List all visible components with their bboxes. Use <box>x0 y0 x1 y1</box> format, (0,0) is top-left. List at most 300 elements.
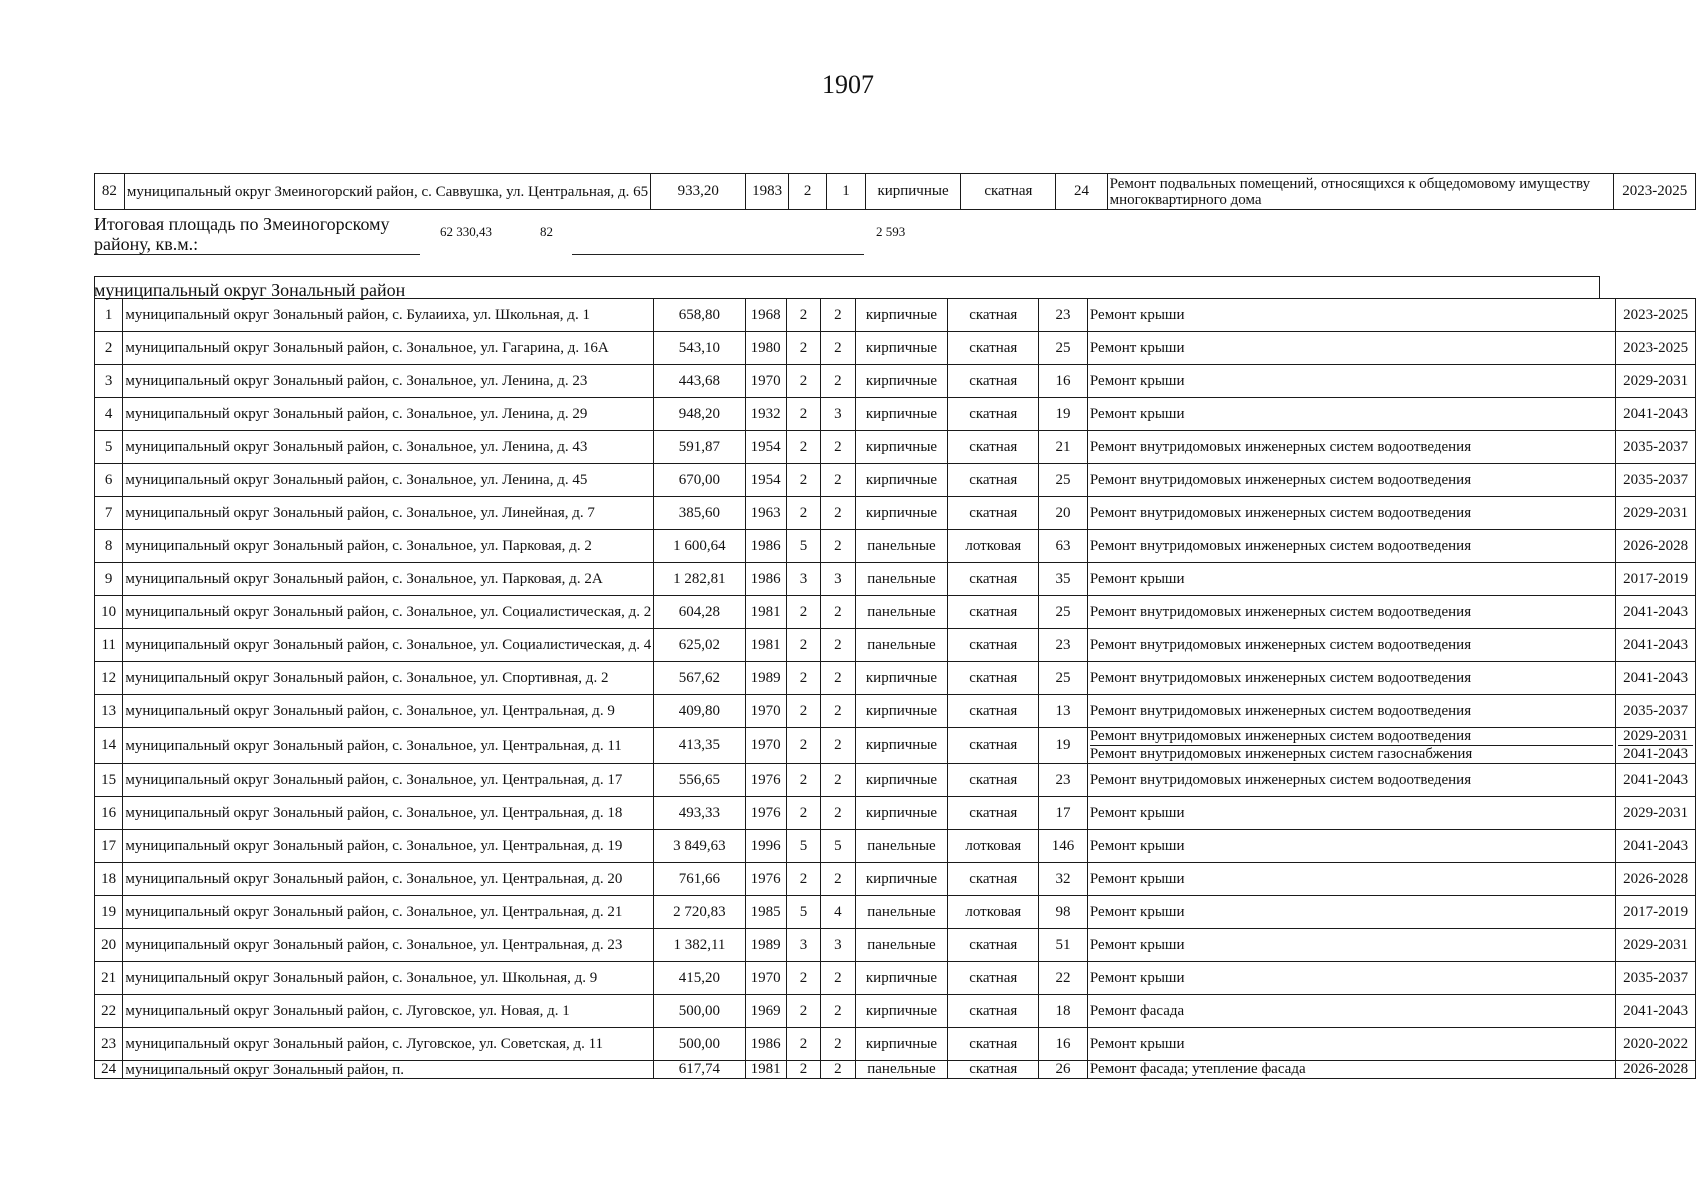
row-number: 23 <box>95 1028 123 1061</box>
row-number: 24 <box>95 1061 123 1079</box>
row-year: 1970 <box>745 365 786 398</box>
row-floors: 2 <box>786 299 820 332</box>
row-area: 761,66 <box>654 863 745 896</box>
row-works <box>1087 563 1615 596</box>
row-floors: 2 <box>786 962 820 995</box>
row-apartments: 32 <box>1039 863 1088 896</box>
work-item: Ремонт внутридомовых инженерных систем водоотведения <box>1089 702 1472 719</box>
row-address: муниципальный округ Зональный район, с. Зональное, ул. Спортивная, д. 2 <box>123 662 654 695</box>
row-year: 1981 <box>745 629 786 662</box>
row-number: 17 <box>95 830 123 863</box>
row-number: 22 <box>95 995 123 1028</box>
row-walls: кирпичные <box>855 764 948 797</box>
district-total-area: 62 330,43 <box>440 224 492 239</box>
row-address: муниципальный округ Зональный район, с. Луговское, ул. Новая, д. 1 <box>123 995 654 1028</box>
row-roof: скатная <box>948 431 1039 464</box>
row-area: 385,60 <box>654 497 745 530</box>
period-item: 2035-2037 <box>1623 969 1689 986</box>
table-row <box>95 464 1696 497</box>
period-item: 2029-2031 <box>1623 728 1689 744</box>
row-apartments: 25 <box>1039 332 1088 365</box>
row-address: муниципальный округ Зональный район, с. Зональное, ул. Ленина, д. 23 <box>123 365 654 398</box>
row-number: 19 <box>95 896 123 929</box>
row-area: 567,62 <box>654 662 745 695</box>
row-period <box>1616 1061 1696 1079</box>
row-floors: 2 <box>786 431 820 464</box>
row-roof: скатная <box>948 764 1039 797</box>
row-walls: кирпичные <box>855 299 948 332</box>
row-period <box>1616 797 1696 830</box>
period-item: 2035-2037 <box>1623 438 1689 455</box>
period-item: 2041-2043 <box>1618 745 1693 763</box>
row-works <box>1087 830 1615 863</box>
row-floors: 2 <box>786 662 820 695</box>
row-number: 14 <box>95 728 123 764</box>
row-year: 1970 <box>745 695 786 728</box>
row-works <box>1087 431 1615 464</box>
row-number: 6 <box>95 464 123 497</box>
row-address: муниципальный округ Зональный район, с. Зональное, ул. Центральная, д. 9 <box>123 695 654 728</box>
period-item: 2041-2043 <box>1623 1002 1689 1019</box>
row-year: 1954 <box>745 431 786 464</box>
period-item: 2041-2043 <box>1623 771 1689 788</box>
row-roof: лотковая <box>948 896 1039 929</box>
row-area: 658,80 <box>654 299 745 332</box>
row-year: 1983 <box>746 174 788 210</box>
table-row <box>95 332 1696 365</box>
row-period <box>1616 695 1696 728</box>
work-item: Ремонт фасада <box>1089 1002 1185 1019</box>
row-entrances: 2 <box>821 1061 855 1079</box>
period-item: 2020-2022 <box>1623 1035 1689 1052</box>
row-year: 1989 <box>745 929 786 962</box>
row-address: муниципальный округ Зональный район, с. Зональное, ул. Центральная, д. 23 <box>123 929 654 962</box>
period-item: 2041-2043 <box>1623 636 1689 653</box>
row-floors: 2 <box>786 995 820 1028</box>
period-item: 2017-2019 <box>1623 903 1689 920</box>
period-item: 2029-2031 <box>1623 372 1689 389</box>
work-item: Ремонт внутридомовых инженерных систем водоотведения <box>1089 504 1472 521</box>
row-year: 1981 <box>745 596 786 629</box>
row-roof: скатная <box>948 299 1039 332</box>
row-floors: 5 <box>786 830 820 863</box>
row-apartments: 18 <box>1039 995 1088 1028</box>
row-works <box>1087 530 1615 563</box>
work-item: Ремонт внутридомовых инженерных систем газоснабжения <box>1090 745 1613 763</box>
section-title: муниципальный округ Зональный район <box>94 280 406 300</box>
row-year: 1968 <box>745 299 786 332</box>
period-item: 2029-2031 <box>1623 804 1689 821</box>
district-total-count: 82 <box>540 224 553 239</box>
row-area: 1 382,11 <box>654 929 745 962</box>
row-walls: панельные <box>855 830 948 863</box>
row-year: 1996 <box>745 830 786 863</box>
row-period <box>1616 563 1696 596</box>
row-year: 1989 <box>745 662 786 695</box>
row-area: 500,00 <box>654 995 745 1028</box>
row-address: муниципальный округ Зональный район, с. Зональное, ул. Школьная, д. 9 <box>123 962 654 995</box>
row-walls: панельные <box>855 596 948 629</box>
row-works <box>1087 662 1615 695</box>
work-item: Ремонт крыши <box>1089 1035 1185 1052</box>
row-entrances: 2 <box>821 695 855 728</box>
row-entrances: 2 <box>821 995 855 1028</box>
row-address: муниципальный округ Зональный район, с. Зональное, ул. Центральная, д. 11 <box>123 728 654 764</box>
row-period <box>1616 896 1696 929</box>
row-number: 20 <box>95 929 123 962</box>
row-address: муниципальный округ Зональный район, с. Зональное, ул. Ленина, д. 43 <box>123 431 654 464</box>
row-period <box>1616 530 1696 563</box>
work-item: Ремонт внутридомовых инженерных систем водоотведения <box>1089 537 1472 554</box>
table-row <box>95 728 1696 764</box>
row-roof: скатная <box>948 1028 1039 1061</box>
row-works <box>1087 863 1615 896</box>
district-table <box>94 298 1696 1079</box>
row-period <box>1616 929 1696 962</box>
row-walls: кирпичные <box>855 398 948 431</box>
row-year: 1970 <box>745 728 786 764</box>
row-floors: 2 <box>786 764 820 797</box>
row-works <box>1087 497 1615 530</box>
row-area: 409,80 <box>654 695 745 728</box>
row-roof: скатная <box>948 497 1039 530</box>
row-floors: 5 <box>786 896 820 929</box>
row-area: 556,65 <box>654 764 745 797</box>
row-period <box>1616 1028 1696 1061</box>
row-entrances: 2 <box>821 1028 855 1061</box>
row-walls: панельные <box>855 929 948 962</box>
row-entrances: 3 <box>821 929 855 962</box>
row-works <box>1087 764 1615 797</box>
work-item: Ремонт внутридомовых инженерных систем водоотведения <box>1089 471 1472 488</box>
row-apartments: 19 <box>1039 398 1088 431</box>
row-floors: 3 <box>786 563 820 596</box>
work-item: Ремонт крыши <box>1089 570 1185 587</box>
work-item: Ремонт внутридомовых инженерных систем водоотведения <box>1089 636 1472 653</box>
table-row <box>95 896 1696 929</box>
row-year: 1954 <box>745 464 786 497</box>
row-walls: кирпичные <box>855 332 948 365</box>
row-area: 415,20 <box>654 962 745 995</box>
period-item: 2041-2043 <box>1623 405 1689 422</box>
row-entrances: 2 <box>821 596 855 629</box>
work-item: Ремонт внутридомовых инженерных систем водоотведения <box>1089 771 1472 788</box>
row-roof: скатная <box>948 863 1039 896</box>
row-walls: кирпичные <box>855 728 948 764</box>
row-roof: скатная <box>948 995 1039 1028</box>
table-row <box>95 1061 1696 1079</box>
work-item: Ремонт крыши <box>1089 837 1185 854</box>
row-entrances: 3 <box>821 398 855 431</box>
row-number: 4 <box>95 398 123 431</box>
row-area: 3 849,63 <box>654 830 745 863</box>
row-apartments: 35 <box>1039 563 1088 596</box>
row-apartments: 21 <box>1039 431 1088 464</box>
row-roof: скатная <box>948 332 1039 365</box>
row-entrances: 2 <box>821 464 855 497</box>
row-apartments: 20 <box>1039 497 1088 530</box>
row-apartments: 23 <box>1039 764 1088 797</box>
table-row <box>95 299 1696 332</box>
row-works <box>1087 629 1615 662</box>
row-number: 21 <box>95 962 123 995</box>
row-area: 500,00 <box>654 1028 745 1061</box>
row-entrances: 2 <box>821 863 855 896</box>
row-works <box>1087 596 1615 629</box>
row-address: муниципальный округ Зональный район, с. Зональное, ул. Гагарина, д. 16А <box>123 332 654 365</box>
row-roof: лотковая <box>948 830 1039 863</box>
row-entrances: 4 <box>821 896 855 929</box>
row-walls: кирпичные <box>855 863 948 896</box>
work-item: Ремонт крыши <box>1089 339 1185 356</box>
row-entrances: 2 <box>821 530 855 563</box>
row-period <box>1616 332 1696 365</box>
row-roof: скатная <box>948 728 1039 764</box>
row-floors: 2 <box>786 728 820 764</box>
row-entrances: 1 <box>827 174 865 210</box>
period-item: 2035-2037 <box>1623 702 1689 719</box>
work-item: Ремонт внутридомовых инженерных систем водоотведения <box>1089 728 1472 744</box>
row-period <box>1616 431 1696 464</box>
row-roof: скатная <box>948 1061 1039 1079</box>
row-floors: 2 <box>786 1028 820 1061</box>
row-area: 413,35 <box>654 728 745 764</box>
row-number: 16 <box>95 797 123 830</box>
row-walls: панельные <box>855 896 948 929</box>
work-item: Ремонт крыши <box>1089 903 1185 920</box>
work-item: Ремонт крыши <box>1089 804 1185 821</box>
row-period <box>1616 596 1696 629</box>
row-entrances: 2 <box>821 728 855 764</box>
row-floors: 3 <box>786 929 820 962</box>
row-address: муниципальный округ Зональный район, с. Зональное, ул. Центральная, д. 19 <box>123 830 654 863</box>
row-number: 10 <box>95 596 123 629</box>
row-area: 625,02 <box>654 629 745 662</box>
table-row <box>95 563 1696 596</box>
row-entrances: 2 <box>821 662 855 695</box>
row-entrances: 2 <box>821 299 855 332</box>
row-number: 12 <box>95 662 123 695</box>
row-roof: скатная <box>948 662 1039 695</box>
row-number: 9 <box>95 563 123 596</box>
row-works <box>1087 398 1615 431</box>
row-area: 617,74 <box>654 1061 745 1079</box>
total-underline <box>94 254 420 255</box>
row-address: муниципальный округ Зональный район, с. Зональное, ул. Ленина, д. 29 <box>123 398 654 431</box>
row-floors: 5 <box>786 530 820 563</box>
row-year: 1981 <box>745 1061 786 1079</box>
row-roof: скатная <box>948 563 1039 596</box>
row-period <box>1616 365 1696 398</box>
row-entrances: 5 <box>821 830 855 863</box>
row-number: 5 <box>95 431 123 464</box>
row-entrances: 2 <box>821 332 855 365</box>
row-address: муниципальный округ Зональный район, с. Зональное, ул. Социалистическая, д. 4 <box>123 629 654 662</box>
period-item: 2041-2043 <box>1623 603 1689 620</box>
row-roof: скатная <box>961 174 1056 210</box>
row-year: 1963 <box>745 497 786 530</box>
row-address: муниципальный округ Зональный район, с. Зональное, ул. Парковая, д. 2 <box>123 530 654 563</box>
row-works <box>1087 929 1615 962</box>
period-item: 2026-2028 <box>1623 870 1689 887</box>
table-row <box>95 962 1696 995</box>
row-year: 1986 <box>745 530 786 563</box>
row-period <box>1616 398 1696 431</box>
row-floors: 2 <box>786 863 820 896</box>
page-number: 1907 <box>822 70 874 99</box>
row-walls: кирпичные <box>855 995 948 1028</box>
table-row <box>95 830 1696 863</box>
table-row <box>95 797 1696 830</box>
row-year: 1970 <box>745 962 786 995</box>
row-apartments: 98 <box>1039 896 1088 929</box>
row-walls: кирпичные <box>865 174 961 210</box>
period-item: 2026-2028 <box>1623 537 1689 554</box>
row-floors: 2 <box>786 596 820 629</box>
row-year: 1986 <box>745 563 786 596</box>
row-number: 1 <box>95 299 123 332</box>
row-works <box>1087 299 1615 332</box>
table-row <box>95 398 1696 431</box>
row-address: муниципальный округ Зональный район, с. Зональное, ул. Центральная, д. 18 <box>123 797 654 830</box>
total-underline <box>572 254 864 255</box>
row-entrances: 2 <box>821 797 855 830</box>
row-roof: скатная <box>948 464 1039 497</box>
row-walls: кирпичные <box>855 1028 948 1061</box>
row-year: 1976 <box>745 764 786 797</box>
period-item: 2026-2028 <box>1623 1061 1689 1077</box>
row-period <box>1616 299 1696 332</box>
row-roof: скатная <box>948 695 1039 728</box>
row-works <box>1087 332 1615 365</box>
period-item: 2023-2025 <box>1623 306 1689 323</box>
period-item: 2023-2025 <box>1623 339 1689 356</box>
table-row <box>95 863 1696 896</box>
row-apartments: 25 <box>1039 464 1088 497</box>
table-row <box>95 497 1696 530</box>
row-roof: скатная <box>948 629 1039 662</box>
row-address: муниципальный округ Зональный район, с. Зональное, ул. Центральная, д. 21 <box>123 896 654 929</box>
row-walls: кирпичные <box>855 464 948 497</box>
row-works: Ремонт подвальных помещений, относящихся к общедомовому имуществу многоквартирного дома <box>1107 174 1614 210</box>
row-period: 2023-2025 <box>1614 174 1696 210</box>
row-apartments: 23 <box>1039 299 1088 332</box>
row-year: 1969 <box>745 995 786 1028</box>
row-number: 13 <box>95 695 123 728</box>
row-walls: кирпичные <box>855 431 948 464</box>
row-area: 591,87 <box>654 431 745 464</box>
table-row <box>95 695 1696 728</box>
work-item: Ремонт фасада; утепление фасада <box>1089 1061 1306 1077</box>
row-apartments: 25 <box>1039 662 1088 695</box>
row-number: 8 <box>95 530 123 563</box>
row-walls: панельные <box>855 563 948 596</box>
row-address: муниципальный округ Зональный район, с. Зональное, ул. Линейная, д. 7 <box>123 497 654 530</box>
row-floors: 2 <box>786 332 820 365</box>
row-address: муниципальный округ Зональный район, с. Зональное, ул. Социалистическая, д. 2 <box>123 596 654 629</box>
period-item: 2017-2019 <box>1623 570 1689 587</box>
row-apartments: 51 <box>1039 929 1088 962</box>
row-area: 933,20 <box>651 174 746 210</box>
row-works <box>1087 1061 1615 1079</box>
table-row <box>95 629 1696 662</box>
row-entrances: 2 <box>821 764 855 797</box>
district-total-apartments: 2 593 <box>876 224 906 239</box>
row-number: 11 <box>95 629 123 662</box>
row-number: 18 <box>95 863 123 896</box>
row-area: 604,28 <box>654 596 745 629</box>
row-entrances: 3 <box>821 563 855 596</box>
table-row <box>95 431 1696 464</box>
work-item: Ремонт внутридомовых инженерных систем водоотведения <box>1089 669 1472 686</box>
row-walls: кирпичные <box>855 797 948 830</box>
row-apartments: 13 <box>1039 695 1088 728</box>
row-area: 2 720,83 <box>654 896 745 929</box>
row-works <box>1087 962 1615 995</box>
work-item: Ремонт крыши <box>1089 372 1185 389</box>
row-walls: кирпичные <box>855 662 948 695</box>
table-row <box>95 662 1696 695</box>
row-apartments: 24 <box>1056 174 1107 210</box>
row-area: 1 282,81 <box>654 563 745 596</box>
row-entrances: 2 <box>821 365 855 398</box>
period-item: 2029-2031 <box>1623 936 1689 953</box>
row-entrances: 2 <box>821 497 855 530</box>
row-walls: панельные <box>855 1061 948 1079</box>
row-area: 670,00 <box>654 464 745 497</box>
table-row <box>95 929 1696 962</box>
row-area: 948,20 <box>654 398 745 431</box>
table-row <box>95 1028 1696 1061</box>
row-works <box>1087 695 1615 728</box>
row-roof: скатная <box>948 596 1039 629</box>
row-address: муниципальный округ Змеиногорский район, с. Саввушка, ул. Центральная, д. 65 <box>124 174 650 210</box>
row-walls: кирпичные <box>855 497 948 530</box>
work-item: Ремонт крыши <box>1089 405 1185 422</box>
row-entrances: 2 <box>821 962 855 995</box>
row-period <box>1616 764 1696 797</box>
row-year: 1985 <box>745 896 786 929</box>
row-apartments: 25 <box>1039 596 1088 629</box>
row-address: муниципальный округ Зональный район, с. Зональное, ул. Центральная, д. 20 <box>123 863 654 896</box>
period-item: 2041-2043 <box>1623 669 1689 686</box>
row-floors: 2 <box>786 1061 820 1079</box>
row-apartments: 146 <box>1039 830 1088 863</box>
row-floors: 2 <box>786 695 820 728</box>
row-floors: 2 <box>786 398 820 431</box>
row-number: 7 <box>95 497 123 530</box>
period-item: 2029-2031 <box>1623 504 1689 521</box>
row-year: 1932 <box>745 398 786 431</box>
row-floors: 2 <box>788 174 826 210</box>
table-row <box>95 596 1696 629</box>
row-address: муниципальный округ Зональный район, с. Зональное, ул. Парковая, д. 2А <box>123 563 654 596</box>
row-works <box>1087 896 1615 929</box>
row-year: 1980 <box>745 332 786 365</box>
row-floors: 2 <box>786 797 820 830</box>
work-item: Ремонт крыши <box>1089 870 1185 887</box>
row-works <box>1087 797 1615 830</box>
row-apartments: 16 <box>1039 365 1088 398</box>
row-walls: кирпичные <box>855 695 948 728</box>
row-period <box>1616 662 1696 695</box>
row-works <box>1087 995 1615 1028</box>
row-number: 3 <box>95 365 123 398</box>
row-walls: кирпичные <box>855 962 948 995</box>
row-period <box>1616 962 1696 995</box>
row-address: муниципальный округ Зональный район, с. Зональное, ул. Ленина, д. 45 <box>123 464 654 497</box>
district-total-label: Итоговая площадь по Змеиногорскому району, кв.м.: <box>94 214 390 254</box>
